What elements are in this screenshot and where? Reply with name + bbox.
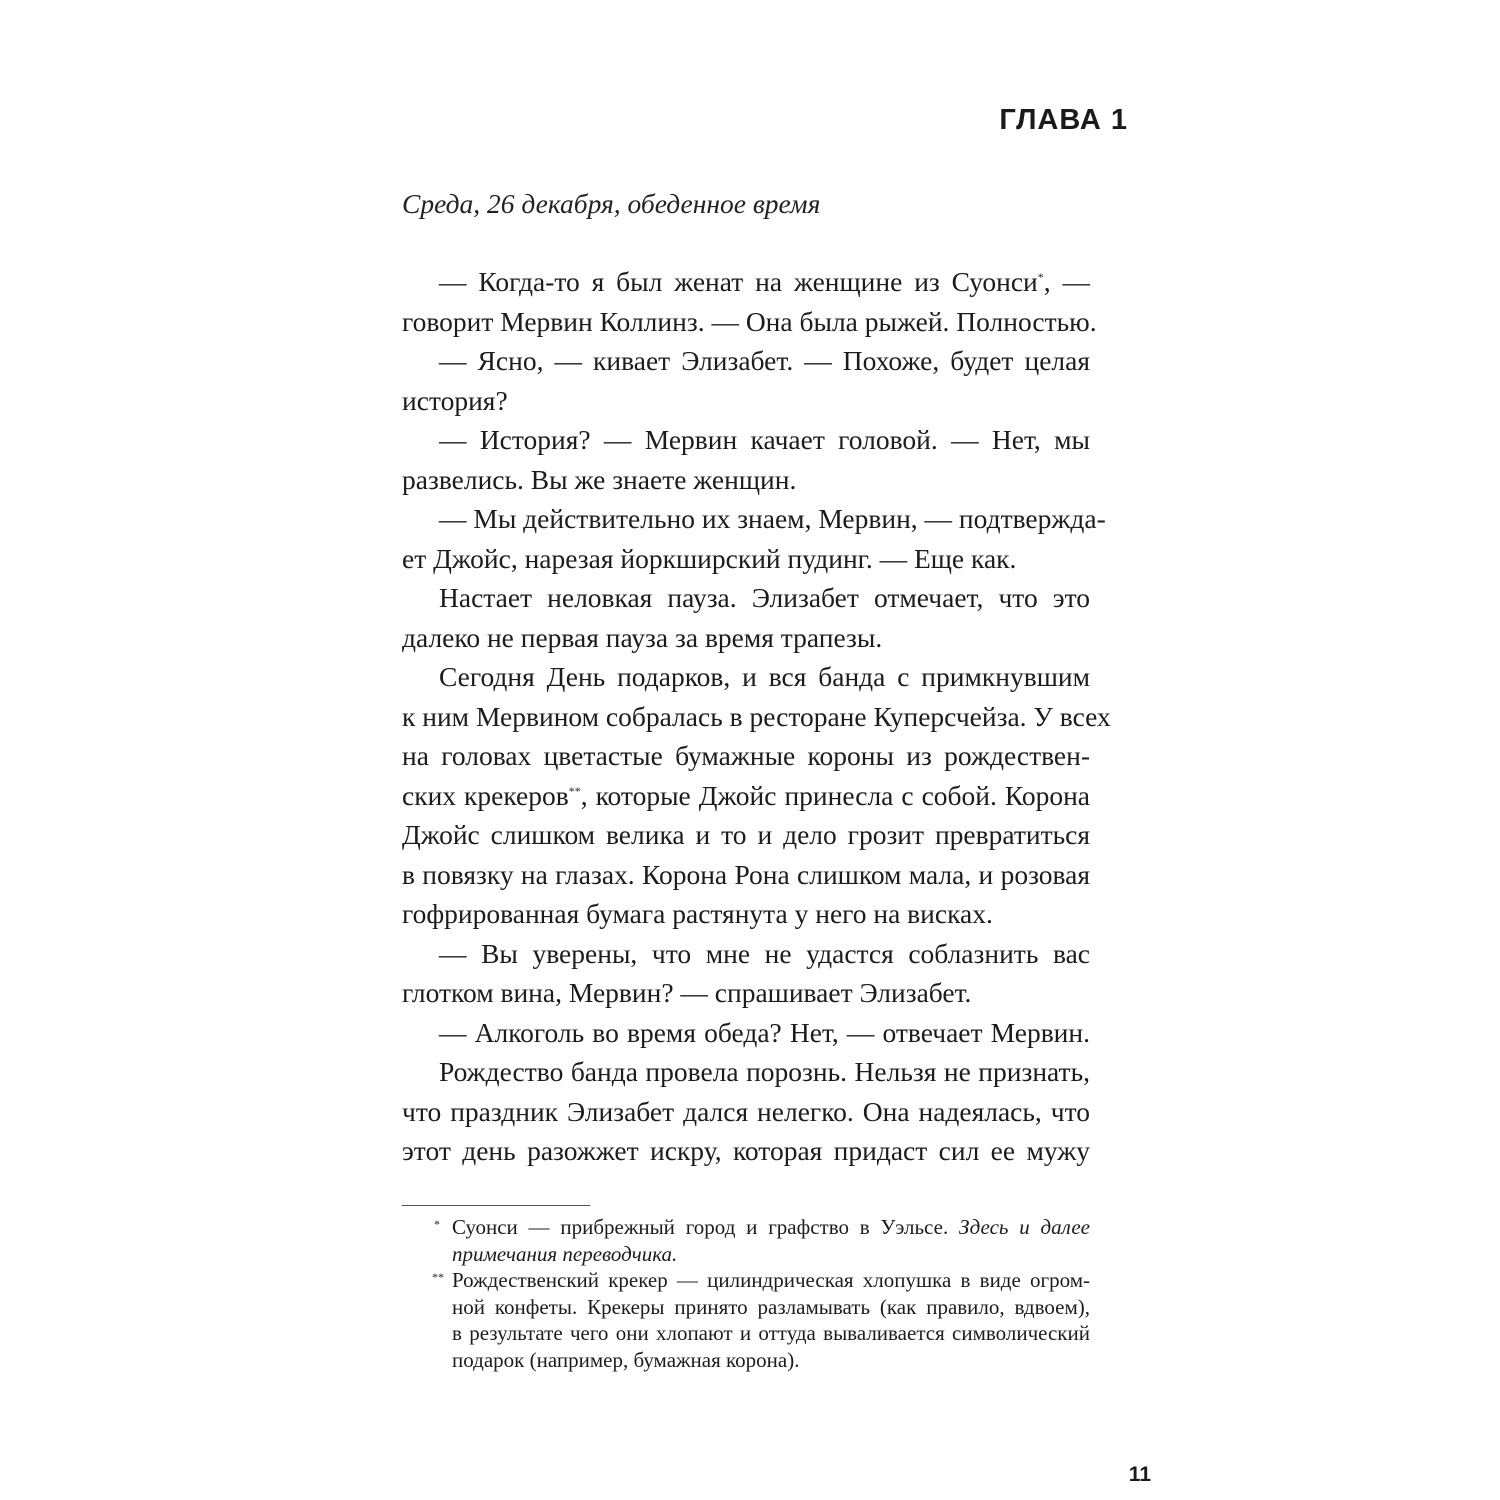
chapter-title: ГЛАВА 1 xyxy=(999,104,1128,136)
body-line: — Когда-то я был женат на женщине из Суонси*, — xyxy=(439,266,1091,297)
body-line: — История? — Мервин качает головой. — Нет, мы xyxy=(439,424,1090,455)
footnote-2-cont: ной конфеты. Крекеры принято разламывать (как правило, вдвоем), xyxy=(452,1294,1090,1319)
footnote-divider xyxy=(402,1205,590,1206)
body-line: в повязку на глазах. Корона Рона слишком мала, и розовая xyxy=(402,858,1090,890)
body-line: — Вы уверены, что мне не удастся соблазнить вас xyxy=(439,937,1090,969)
body-line: говорит Мервин Коллинз. — Она была рыжей. Полностью. xyxy=(402,305,1097,337)
body-line: глотком вина, Мервин? — спрашивает Элизабет. xyxy=(402,977,972,1008)
body-line: что праздник Элизабет дался нелегко. Она надеялась, что xyxy=(402,1095,1090,1127)
body-line: Рождество банда провела порознь. Нельзя не признать, xyxy=(439,1056,1090,1087)
footnotes xyxy=(402,1214,1090,1373)
footnote-ref[interactable]: ** xyxy=(568,783,581,798)
body-line: ских крекеров**, которые Джойс принесла с собой. Корона xyxy=(402,779,1090,811)
body-line: Настает неловкая пауза. Элизабет отмечает, что это xyxy=(439,582,1090,613)
body-line: к ним Мервином собралась в ресторане Куперсчейза. У всех xyxy=(402,700,1111,732)
footnote-mark: * xyxy=(434,1217,440,1231)
body-line: ет Джойс, нарезая йоркширский пудинг. — Еще как. xyxy=(402,542,1017,574)
body-line: история? xyxy=(402,384,508,416)
footnote-mark: ** xyxy=(432,1270,444,1284)
body-line: на головах цветастые бумажные короны из рождествен- xyxy=(402,740,1090,771)
footnote-2-cont: подарок (например, бумажная корона). xyxy=(452,1347,800,1372)
body-line: Сегодня День подарков, и вся банда с примкнувшим xyxy=(439,661,1090,692)
body-line: гофрированная бумага растянута у него на висках. xyxy=(402,898,993,929)
body-line: — Мы действительно их знаем, Мервин, — подтвержда- xyxy=(439,503,1106,534)
page-number: 11 xyxy=(1128,1463,1151,1486)
body-line: этот день разожжет искру, которая придаст сил ее мужу xyxy=(402,1135,1090,1166)
body-line: Джойс слишком велика и то и дело грозит превратиться xyxy=(402,819,1090,850)
footnote-ref[interactable]: * xyxy=(1037,269,1044,284)
chapter-subtitle: Среда, 26 декабря, обеденное время xyxy=(402,188,821,219)
body-text xyxy=(402,262,1111,1171)
footnote-1-cont: примечания переводчика. xyxy=(452,1241,678,1266)
body-line: — Алкоголь во время обеда? Нет, — отвечает Мервин. xyxy=(439,1016,1090,1048)
body-line: далеко не первая пауза за время трапезы. xyxy=(402,621,883,653)
footnote-2: ** Рождественский крекер — цилиндрическая хлопушка в виде огром- xyxy=(402,1267,1090,1294)
body-line: развелись. Вы же знаете женщин. xyxy=(402,463,797,495)
body-line: — Ясно, — кивает Элизабет. — Похоже, будет целая xyxy=(439,345,1090,376)
footnote-1: * Суонси — прибрежный город и графство в Уэльсе. Здесь и далее xyxy=(402,1214,1090,1241)
footnote-2-cont: в результате чего они хлопают и оттуда вываливается символический xyxy=(452,1321,1090,1345)
